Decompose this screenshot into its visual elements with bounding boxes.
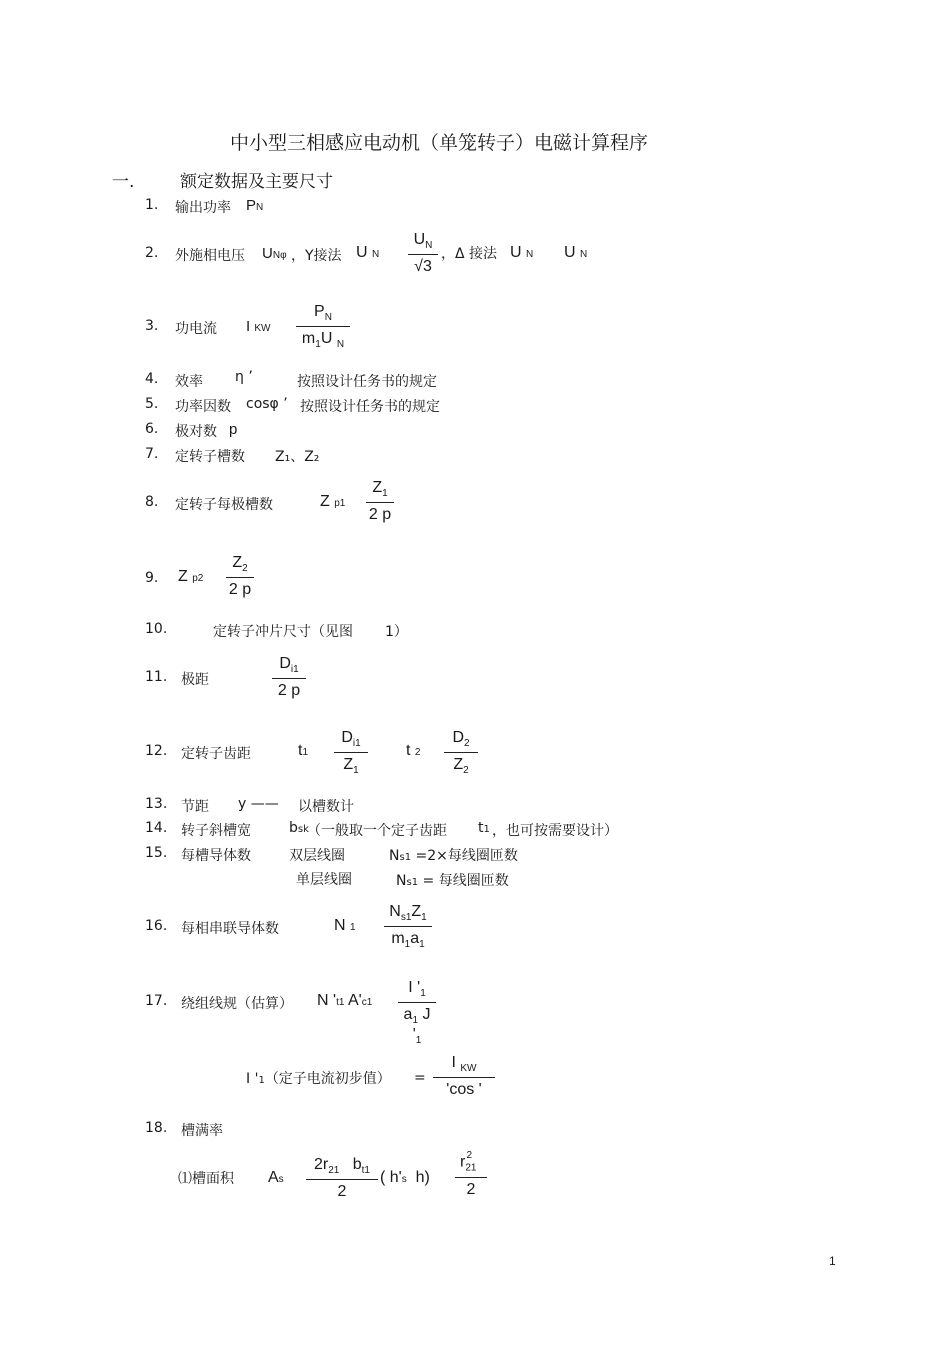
symbol: Z p2 <box>178 568 204 585</box>
fraction: $\frac{Z_1}{2 p}$ <box>366 479 394 524</box>
item-label: 定转子齿距 <box>181 746 251 762</box>
symbol: η ’ <box>235 369 253 385</box>
fraction: $\frac{2r_{21} b_{t1}}{2}$ <box>306 1156 378 1201</box>
symbol: Z₁、Z₂ <box>275 449 320 465</box>
symbol: U N <box>356 244 380 261</box>
item-number: 5. <box>145 396 159 412</box>
symbol: U N <box>564 244 588 261</box>
fraction: $\frac{r_{21}^2}{2}$ <box>455 1152 487 1199</box>
item-label: 定转子每极槽数 <box>175 497 273 513</box>
item-label: 绕组线规（估算） <box>181 996 293 1012</box>
symbol: t1 <box>478 820 490 836</box>
item-number: 15. <box>145 845 168 861</box>
item-number: 3. <box>145 318 159 334</box>
symbol: N 't1 A'c1 <box>317 992 373 1009</box>
fraction: $\frac{I '_1}{a_1 J '_1}$ <box>398 979 436 1047</box>
item-text: 1） <box>385 624 408 640</box>
item-number: 13. <box>145 796 168 812</box>
item-label: 极对数 <box>175 424 217 440</box>
connector-text: ，Δ 接法 <box>441 246 498 262</box>
symbol: N 1 <box>334 917 356 934</box>
symbol: cosφ ’ <box>246 396 288 412</box>
item-number: 6. <box>145 421 159 437</box>
item-label: 效率 <box>175 374 203 390</box>
item-text: （一般取一个定子齿距 <box>307 823 447 839</box>
item-text: 定转子冲片尺寸（见图 <box>213 624 353 640</box>
fraction: $\frac{D_2}{Z_2}$ <box>444 729 478 776</box>
item-text: 以槽数计 <box>298 799 354 815</box>
equals-sign: = <box>414 1070 426 1086</box>
item-label: 功电流 <box>175 321 217 337</box>
item-label: 节距 <box>181 799 209 815</box>
item-label: 每相串联导体数 <box>181 921 279 937</box>
fraction: $\frac{D_{i1}}{2 p}$ <box>272 655 306 700</box>
item-number: 16. <box>145 918 168 934</box>
document-title: 中小型三相感应电动机（单笼转子）电磁计算程序 <box>230 132 649 154</box>
symbol: t 2 <box>406 742 421 759</box>
connector-text: ，Y接法 <box>291 248 342 264</box>
formula: I '1（定子电流初步值） <box>246 1071 391 1087</box>
fraction: $\frac{N_{s1}Z_1}{m_1a_1}$ <box>384 903 432 950</box>
symbol: PN <box>246 197 264 214</box>
item-label: 槽满率 <box>181 1123 223 1139</box>
item-number: 14. <box>145 820 168 836</box>
item-label: 极距 <box>181 672 209 688</box>
item-text: 按照设计任务书的规定 <box>300 399 440 415</box>
fraction: $\frac{I _{KW}}{'\cos '}$ <box>433 1054 495 1099</box>
formula: Ns1 = 每线圈匝数 <box>396 873 509 889</box>
section-heading: 额定数据及主要尺寸 <box>180 172 333 192</box>
fraction: $\frac{P_N}{m_1U _N}$ <box>296 303 350 350</box>
item-number: 2. <box>145 245 159 261</box>
fraction: $\frac{D_{i1}}{Z_1}$ <box>334 729 368 776</box>
item-number: 18. <box>145 1120 168 1136</box>
item-label: 定转子槽数 <box>175 449 245 465</box>
item-text: ，也可按需要设计） <box>492 823 618 839</box>
item-number: 11. <box>145 669 168 685</box>
item-number: 12. <box>145 743 168 759</box>
item-text: 单层线圈 <box>296 872 352 888</box>
item-label: 每槽导体数 <box>181 848 251 864</box>
item-number: 7. <box>145 446 159 462</box>
symbol: bsk <box>289 820 309 836</box>
item-label: 输出功率 <box>175 200 231 216</box>
symbol: Z p1 <box>320 493 346 510</box>
section-number: 一. <box>112 172 135 192</box>
fraction: $\frac{Z_2}{2 p}$ <box>226 554 254 599</box>
item-number: 17. <box>145 993 168 1009</box>
symbol: p <box>229 421 238 438</box>
item-label: 外施相电压 <box>175 248 245 264</box>
item-number: 9. <box>145 570 159 586</box>
item-label: 转子斜槽宽 <box>181 823 251 839</box>
formula: ( h's h) <box>380 1169 430 1186</box>
item-number: 4. <box>145 371 159 387</box>
item-number: 8. <box>145 494 159 510</box>
item-number: 10. <box>145 621 168 637</box>
page-number: 1 <box>829 1254 836 1268</box>
sub-item-label: ⑴槽面积 <box>178 1171 234 1187</box>
symbol: UNφ <box>262 245 287 262</box>
symbol: U N <box>510 244 534 261</box>
symbol: y —— <box>238 796 279 812</box>
formula: Ns1 =2×每线圈匝数 <box>389 848 518 864</box>
symbol: t1 <box>298 742 309 759</box>
item-number: 1. <box>145 197 159 213</box>
item-text: 按照设计任务书的规定 <box>297 374 437 390</box>
item-label: 功率因数 <box>175 399 231 415</box>
item-text: 双层线圈 <box>289 848 345 864</box>
symbol: As <box>268 1169 284 1186</box>
fraction: $\frac{U_N}{√3}$ <box>408 231 438 276</box>
symbol: I KW <box>246 318 271 335</box>
